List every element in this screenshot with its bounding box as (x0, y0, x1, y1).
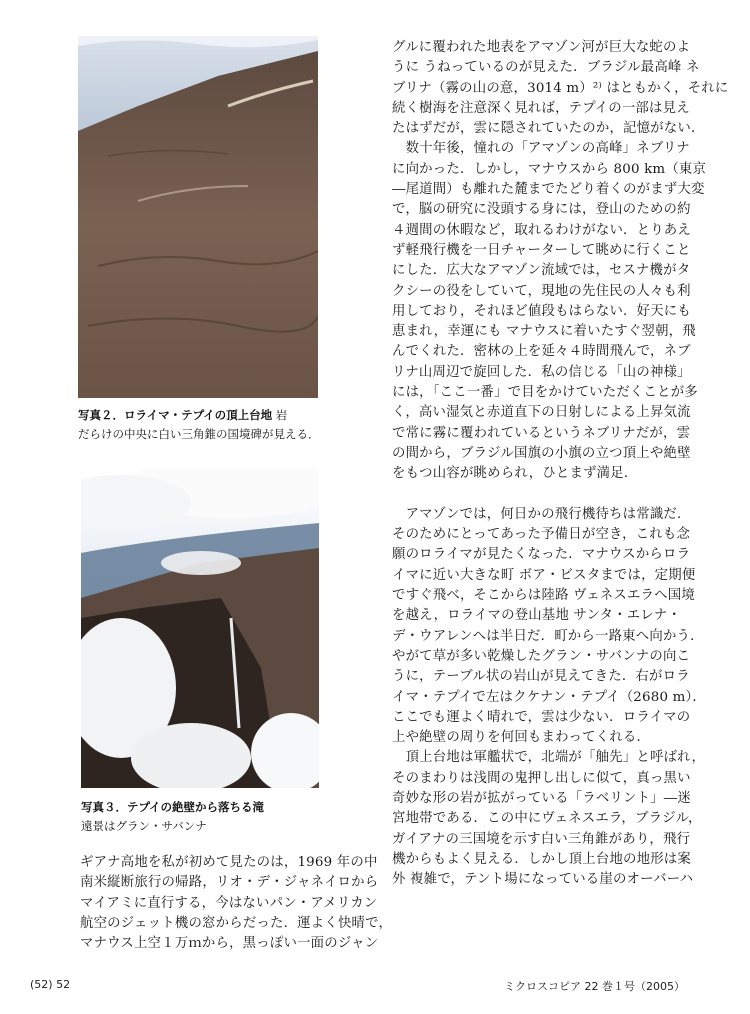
text-line: 上や絶壁の周りを何回もまわってくれる． (392, 730, 651, 746)
text-line: には，「ここ一番」で目をかけていただくことが多 (392, 385, 698, 401)
text-line: そのためにとってあった予備日が空き，これも念 (392, 527, 691, 543)
text-line: ガイアナの三国境を示す白い三角錐があり，飛行 (392, 831, 691, 847)
text-line: ここでも運よく晴れで，雲は少ない．ロライマの (392, 709, 691, 725)
text-line: リナ山周辺で旋回した．私の信じる「山の神様」 (392, 364, 691, 380)
text-line: んでくれた．密林の上を延々４時間飛んで，ネブ (392, 344, 691, 360)
text-line: ４週間の休暇など，取れるわけがない．とりあえ (392, 222, 691, 238)
right-column-text (392, 38, 729, 890)
text-line: イマに近い大きな町 ボア・ビスタまでは，定期便 (392, 567, 696, 583)
left-column-text (80, 853, 393, 954)
caption-title: 写真２．ロライマ・テプイの頂上台地 (78, 408, 273, 422)
text-line: ギアナ高地を私が初めて見たのは，1969 年の中 (80, 855, 378, 870)
text-line: 頂上台地は軍艦状で，北端が「舳先」と呼ばれ， (392, 750, 706, 766)
text-line: 宮地帯である．この中にヴェネスエラ，ブラジル， (392, 811, 702, 827)
text-line: グルに覆われた地表をアマゾン河が巨大な蛇のよ (392, 40, 691, 55)
cliff-waterfall-caption (81, 798, 331, 836)
caption-text: 岩 (275, 408, 288, 422)
text-line: 奇妙な形の岩が拡がっている「ラベリント」―迷 (392, 790, 691, 806)
text-line: で，脳の研究に没頭する身には，登山のための約 (392, 202, 691, 218)
text-line: をもつ山容が眺められ，ひとまず満足． (392, 466, 638, 482)
text-line: 機からもよく見える．しかし頂上台地の地形は案 (392, 851, 691, 867)
text-line: 数十年後，憧れの「アマゾンの高峰」ネブリナ (392, 141, 690, 157)
text-line: の間から，ブラジル国旗の小旗の立つ頂上や絶壁 (392, 445, 691, 461)
caption-title: 写真３．テプイの絶壁から落ちる滝 (81, 800, 264, 814)
text-line: く，高い湿気と赤道直下の日射しによる上昇気流 (392, 405, 691, 421)
text-line: ブリナ（霧の山の意，3014 m）²⁾ はともかく，それに (392, 80, 729, 96)
text-line: アマゾンでは，何日かの飛行機待ちは常識だ． (392, 506, 691, 522)
text-line: 南米縦断旅行の帰路，リオ・デ・ジャネイロから (80, 875, 379, 891)
text-line: ですぐ飛べ，そこからは陸路 ヴェネスエラへ国境 (392, 588, 695, 604)
text-line: うに，テーブル状の岩山が見えてきた．右がロラ (392, 669, 690, 685)
text-line: マイアミに直行する，今はないパン・アメリカン (80, 895, 378, 911)
text-line: ―尾道間）も離れた麓までたどり着くのがまず大変 (392, 182, 705, 198)
text-line: デ・ウアレンへは半日だ．町から一路東へ向かう． (392, 628, 704, 644)
text-line (392, 485, 722, 505)
text-line: で常に霧に覆われているというネブリナだが，雲 (392, 425, 691, 441)
text-line: ず軽飛行機を一日チャーターして眺めに行くこと (392, 242, 691, 258)
text-line: マナウス上空１万ｍから，黒っぽい一面のジャン (80, 936, 379, 952)
text-line: イマ・テプイで左はクケナン・テプイ（2680 m）． (392, 689, 706, 705)
text-line: クシーの役をしていて，現地の先住民の人々も利 (392, 283, 691, 299)
journal-citation: ミクロスコピア 22 巻１号（2005） (504, 980, 685, 993)
text-line: やがて草が多い乾燥したグラン・サバンナの向こ (392, 648, 691, 664)
text-line: うに うねっているのが見えた．ブラジル最高峰 ネ (392, 60, 700, 76)
cliff-waterfall-photo (81, 468, 319, 788)
summit-plateau-caption (78, 406, 328, 444)
caption-text: 遠景はグラン・サバンナ (81, 819, 207, 833)
text-line: を越え，ロライマの登山基地 サンタ・エレナ・ (392, 608, 682, 624)
text-line: 航空のジェット機の窓からだった．運よく快晴で， (80, 915, 393, 931)
text-line: にした．広大なアマゾン流域では，セスナ機がタ (392, 263, 691, 279)
page-number: (52) 52 (30, 978, 71, 991)
caption-text: だらけの中央に白い三角錐の国境碑が見える． (78, 427, 320, 441)
text-line: そのまわりは浅間の鬼押し出しに似て，真っ黒い (392, 770, 691, 786)
text-line: 恵まれ，幸運にも マナウスに着いたすぐ翌朝，飛 (392, 324, 696, 340)
summit-plateau-photo (78, 36, 318, 398)
text-line: たはずだが，雲に隠されていたのか，記憶がない． (392, 121, 705, 137)
text-line: 外 複雑で，テント場になっている崖のオーバーハ (392, 872, 694, 888)
text-line: 用しており，それほど値段もはらない．好天にも (392, 303, 691, 319)
text-line: 続く樹海を注意深く見れば，テプイの一部は見え (392, 100, 690, 116)
text-line: に向かった．しかし，マナウスから 800 km（東京 (392, 161, 707, 177)
text-line: 願のロライマが見たくなった．マナウスからロラ (392, 547, 691, 563)
